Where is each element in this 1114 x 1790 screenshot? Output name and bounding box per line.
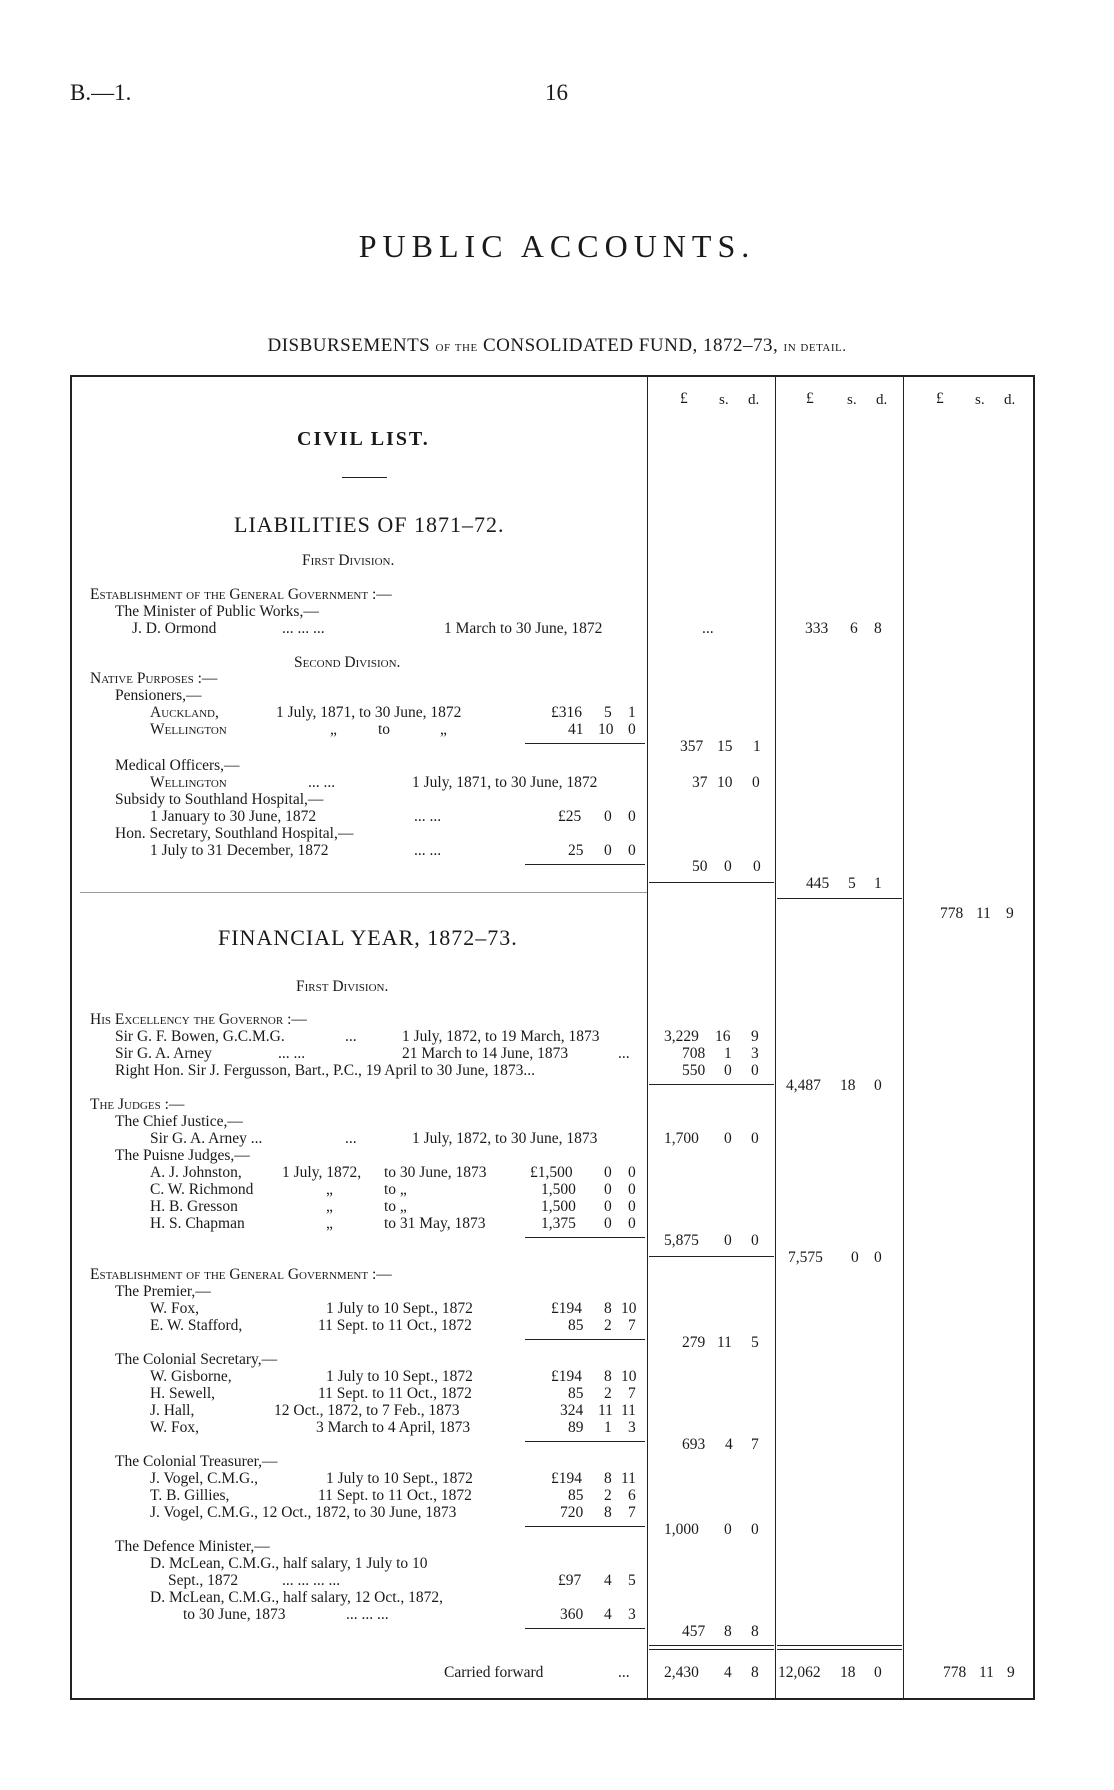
- amount-pounds: 457: [682, 1623, 706, 1640]
- amount-shillings: 0: [724, 858, 732, 875]
- amount-shillings: 10: [598, 721, 614, 738]
- amount-pounds: 708: [682, 1045, 706, 1062]
- amount-pence: 7: [751, 1436, 759, 1453]
- subcategory-label: The Minister of Public Works,—: [115, 603, 319, 620]
- amount-shillings: 8: [604, 1300, 612, 1317]
- amount-pence: 8: [874, 620, 882, 637]
- amount-pounds: 279: [682, 1334, 706, 1351]
- amount-pounds: 550: [682, 1062, 706, 1079]
- amount-pounds: 445: [806, 875, 830, 892]
- amount-pence: 9: [751, 1028, 759, 1045]
- amount-pounds: 12,062: [778, 1664, 821, 1681]
- payee-name: J. Hall,: [150, 1402, 195, 1419]
- amount-pounds: 37: [692, 774, 708, 791]
- amount-pounds: £1,500: [530, 1164, 573, 1181]
- amount-pounds: £194: [551, 1300, 582, 1317]
- leader-dots: ... ... ...: [346, 1606, 389, 1623]
- payee-name: Sir G. F. Bowen, G.C.M.G.: [115, 1028, 285, 1045]
- amount-pounds: 333: [805, 620, 829, 637]
- amount-pounds: 1,500: [541, 1181, 576, 1198]
- amount-shillings: 0: [851, 1249, 859, 1266]
- amount-pence: 5: [628, 1572, 636, 1589]
- division-label: First Division.: [296, 978, 389, 995]
- period: 1 July, 1871, to 30 June, 1872: [276, 704, 462, 721]
- amount-pounds: 5,875: [664, 1232, 699, 1249]
- amount-pounds: £97: [558, 1572, 582, 1589]
- amount-shillings: 4: [604, 1572, 612, 1589]
- category-label: Native Purposes :—: [90, 670, 218, 687]
- amount-pence: 11: [621, 1470, 636, 1487]
- payee-name: J. Vogel, C.M.G.,: [150, 1470, 258, 1487]
- ditto-mark: „: [440, 721, 447, 738]
- payee-name: Sir G. A. Arney: [115, 1045, 212, 1062]
- subcategory-label: The Premier,—: [115, 1283, 211, 1300]
- category-label: Establishment of the General Government :—: [90, 586, 392, 603]
- amount-pounds: 720: [560, 1504, 584, 1521]
- amount-pounds: 85: [568, 1487, 584, 1504]
- payee-name: W. Fox,: [150, 1300, 199, 1317]
- amount-pounds: 1,375: [541, 1215, 576, 1232]
- amount-shillings: 15: [717, 738, 733, 755]
- amount-pounds: 25: [568, 842, 584, 859]
- period-from: 1 July, 1872,: [282, 1164, 362, 1181]
- payee-name: H. S. Chapman: [150, 1215, 245, 1232]
- amount-pounds: 3,229: [664, 1028, 699, 1045]
- payee-name: C. W. Richmond: [150, 1181, 254, 1198]
- amount-pounds: 41: [568, 721, 584, 738]
- amount-pence: 0: [874, 1249, 882, 1266]
- amount-pence: 7: [628, 1317, 636, 1334]
- payee-name: T. B. Gillies,: [150, 1487, 230, 1504]
- amount-shillings: 2: [604, 1385, 612, 1402]
- amount-pence: 1: [628, 704, 636, 721]
- amount-pounds: £316: [551, 704, 582, 721]
- period: 11 Sept. to 11 Oct., 1872: [318, 1487, 472, 1504]
- period-to: to „: [384, 1198, 407, 1215]
- amount-pounds: 324: [560, 1402, 584, 1419]
- payee-name: W. Fox,: [150, 1419, 199, 1436]
- amount-shillings: 4: [725, 1436, 733, 1453]
- amount-pounds: 778: [940, 905, 964, 922]
- subcategory-label: Subsidy to Southland Hospital,—: [115, 791, 324, 808]
- payee-name: H. Sewell,: [150, 1385, 216, 1402]
- shilling-header: s.: [719, 392, 729, 408]
- amount-shillings: 0: [604, 1215, 612, 1232]
- amount-pence: 8: [751, 1623, 759, 1640]
- payee-name: J. D. Ormond: [132, 620, 217, 637]
- amount-pounds: 89: [568, 1419, 584, 1436]
- subcategory-label: The Colonial Secretary,—: [115, 1351, 278, 1368]
- amount-shillings: 8: [724, 1623, 732, 1640]
- period: 1 July to 10 Sept., 1872: [326, 1300, 473, 1317]
- category-label: The Judges :—: [90, 1096, 185, 1113]
- pound-header: £: [806, 390, 814, 407]
- amount-pence: 0: [628, 808, 636, 825]
- payee-name: H. B. Gresson: [150, 1198, 238, 1215]
- leader-dots: ... ... ... ...: [282, 1572, 341, 1589]
- amount-shillings: 1: [604, 1419, 612, 1436]
- leader-dots: ...: [345, 1028, 357, 1045]
- amount-pounds: £25: [558, 808, 582, 825]
- amount-pence: 5: [751, 1334, 759, 1351]
- subtitle-part: of the: [435, 339, 478, 355]
- amount-shillings: 1: [724, 1045, 732, 1062]
- payee-name: Wellington: [150, 721, 227, 738]
- amount-shillings: 2: [604, 1487, 612, 1504]
- pence-header: d.: [748, 392, 760, 408]
- payee-name: Sir G. A. Arney ...: [150, 1130, 263, 1147]
- amount-pence: 10: [621, 1300, 637, 1317]
- leader-dots: ... ...: [278, 1045, 306, 1062]
- ditto-mark: „: [330, 721, 337, 738]
- period: 1 January to 30 June, 1872: [150, 808, 317, 825]
- amount-pence: 0: [628, 1198, 636, 1215]
- period: 1 July, 1871, to 30 June, 1872: [412, 774, 598, 791]
- amount-pence: 7: [628, 1385, 636, 1402]
- subcategory-label: The Defence Minister,—: [115, 1538, 270, 1555]
- payee-name: Wellington: [150, 774, 227, 791]
- amount-pence: 6: [628, 1487, 636, 1504]
- period-from: „: [326, 1181, 333, 1198]
- amount-shillings: 0: [724, 1232, 732, 1249]
- amount-shillings: 11: [976, 905, 991, 922]
- payee-name: D. McLean, C.M.G., half salary, 12 Oct., 1872,: [150, 1589, 444, 1606]
- amount-shillings: 5: [604, 704, 612, 721]
- amount-pounds: 1,000: [664, 1521, 699, 1538]
- amount-pounds: 2,430: [664, 1664, 699, 1681]
- amount-shillings: 18: [840, 1077, 856, 1094]
- period: 21 March to 14 June, 1873: [402, 1045, 569, 1062]
- subcategory-label: Pensioners,—: [115, 687, 202, 704]
- leader-dots: ... ...: [414, 842, 442, 859]
- amount-pounds: 360: [560, 1606, 584, 1623]
- amount-shillings: 6: [850, 620, 858, 637]
- amount-pounds: £194: [551, 1368, 582, 1385]
- amount-pence: 9: [1006, 905, 1014, 922]
- amount-shillings: 4: [604, 1606, 612, 1623]
- subtitle-part: DISBURSEMENTS: [267, 335, 431, 356]
- shilling-header: s.: [975, 392, 985, 408]
- period: 1 July, 1872, to 30 June, 1873: [412, 1130, 598, 1147]
- period-from: „: [326, 1198, 333, 1215]
- amount-pence: 11: [621, 1402, 636, 1419]
- amount-shillings: 8: [604, 1504, 612, 1521]
- amount-pounds: 693: [682, 1436, 706, 1453]
- period: 1 July to 31 December, 1872: [150, 842, 329, 859]
- subcategory-label: Medical Officers,—: [115, 757, 240, 774]
- amount-pence: 1: [874, 875, 882, 892]
- page-number: 16: [545, 80, 568, 105]
- amount-pounds: 1,500: [541, 1198, 576, 1215]
- amount-pence: 0: [751, 1130, 759, 1147]
- leader-dots: ...: [702, 620, 714, 637]
- amount-shillings: 18: [840, 1664, 856, 1681]
- document-reference: B.—1.: [70, 80, 132, 105]
- leader-dots: ... ...: [308, 774, 336, 791]
- amount-shillings: 0: [604, 1181, 612, 1198]
- amount-pence: 0: [874, 1664, 882, 1681]
- pence-header: d.: [1004, 392, 1016, 408]
- payee-name: Right Hon. Sir J. Fergusson, Bart., P.C., 19 April to 30 June, 1873...: [115, 1062, 535, 1079]
- shilling-header: s.: [847, 392, 857, 408]
- amount-shillings: 16: [715, 1028, 731, 1045]
- payee-name: E. W. Stafford,: [150, 1317, 243, 1334]
- subtitle-part: CONSOLIDATED FUND, 1872–73,: [482, 335, 779, 356]
- amount-pence: 0: [752, 774, 760, 791]
- amount-pence: 0: [628, 1181, 636, 1198]
- amount-pence: 1: [753, 738, 761, 755]
- payee-name: W. Gisborne,: [150, 1368, 232, 1385]
- amount-shillings: 0: [724, 1130, 732, 1147]
- amount-pounds: 7,575: [788, 1249, 823, 1266]
- amount-shillings: 0: [724, 1062, 732, 1079]
- amount-shillings: 10: [717, 774, 733, 791]
- period: 1 July, 1872, to 19 March, 1873: [402, 1028, 600, 1045]
- period-from: „: [326, 1215, 333, 1232]
- period: 11 Sept. to 11 Oct., 1872: [318, 1317, 472, 1334]
- page-subtitle: [0, 335, 1114, 357]
- amount-shillings: 11: [717, 1334, 732, 1351]
- category-label: Establishment of the General Government :—: [90, 1266, 392, 1283]
- amount-pence: 0: [751, 1521, 759, 1538]
- amount-pence: 0: [628, 1164, 636, 1181]
- financial-heading: FINANCIAL YEAR, 1872–73.: [218, 925, 518, 950]
- subtitle-part: in detail.: [783, 339, 847, 355]
- amount-pounds: 85: [568, 1317, 584, 1334]
- amount-shillings: 0: [604, 842, 612, 859]
- amount-pounds: 50: [692, 858, 708, 875]
- liabilities-heading: LIABILITIES OF 1871–72.: [234, 512, 505, 537]
- period-to: to „: [384, 1181, 407, 1198]
- period: to 30 June, 1873: [183, 1606, 286, 1623]
- carried-forward-label: Carried forward: [444, 1664, 544, 1681]
- payee-name: J. Vogel, C.M.G., 12 Oct., 1872, to 30 June, 1873: [150, 1504, 457, 1521]
- leader-dots: ...: [618, 1664, 630, 1681]
- payee-name: D. McLean, C.M.G., half salary, 1 July to 10: [150, 1555, 428, 1572]
- amount-shillings: 4: [724, 1664, 732, 1681]
- leader-dots: ...: [345, 1130, 357, 1147]
- leader-dots: ... ...: [414, 808, 442, 825]
- leader-dots: ...: [618, 1045, 630, 1062]
- page-title: PUBLIC ACCOUNTS.: [358, 228, 756, 264]
- amount-pence: 0: [751, 1232, 759, 1249]
- leader-dots: ... ... ...: [282, 620, 325, 637]
- division-label: First Division.: [302, 552, 395, 569]
- amount-shillings: 8: [604, 1368, 612, 1385]
- payee-name: A. J. Johnston,: [150, 1164, 242, 1181]
- subcategory-label: The Puisne Judges,—: [115, 1147, 250, 1164]
- amount-pounds: 4,487: [786, 1077, 821, 1094]
- pound-header: £: [936, 390, 944, 407]
- division-label: Second Division.: [294, 654, 401, 671]
- amount-pence: 3: [628, 1419, 636, 1436]
- amount-pence: 0: [628, 1215, 636, 1232]
- amount-shillings: 2: [604, 1317, 612, 1334]
- subcategory-label: The Colonial Treasurer,—: [115, 1453, 278, 1470]
- amount-pence: 0: [874, 1077, 882, 1094]
- pence-header: d.: [876, 392, 888, 408]
- period: 3 March to 4 April, 1873: [316, 1419, 471, 1436]
- subcategory-label: The Chief Justice,—: [115, 1113, 243, 1130]
- amount-pence: 0: [628, 721, 636, 738]
- amount-pounds: 357: [680, 738, 704, 755]
- period: 11 Sept. to 11 Oct., 1872: [318, 1385, 472, 1402]
- amount-shillings: 11: [598, 1402, 613, 1419]
- payee-name: Auckland,: [150, 704, 219, 721]
- period: 12 Oct., 1872, to 7 Feb., 1873: [274, 1402, 460, 1419]
- amount-shillings: 5: [848, 875, 856, 892]
- amount-pounds: 778: [943, 1664, 967, 1681]
- amount-pence: 9: [1007, 1664, 1015, 1681]
- amount-pence: 0: [751, 1062, 759, 1079]
- category-label: His Excellency the Governor :—: [90, 1011, 307, 1028]
- amount-pounds: 85: [568, 1385, 584, 1402]
- period: 1 July to 10 Sept., 1872: [326, 1368, 473, 1385]
- amount-pounds: £194: [551, 1470, 582, 1487]
- period: 1 March to 30 June, 1872: [444, 620, 603, 637]
- section-title: CIVIL LIST.: [297, 428, 430, 450]
- period: 1 July to 10 Sept., 1872: [326, 1470, 473, 1487]
- amount-pence: 7: [628, 1504, 636, 1521]
- amount-pence: 3: [628, 1606, 636, 1623]
- amount-shillings: 0: [724, 1521, 732, 1538]
- amount-shillings: 8: [604, 1470, 612, 1487]
- amount-pence: 3: [751, 1045, 759, 1062]
- amount-pence: 0: [628, 842, 636, 859]
- amount-shillings: 11: [979, 1664, 994, 1681]
- amount-shillings: 0: [604, 808, 612, 825]
- amount-shillings: 0: [604, 1164, 612, 1181]
- amount-pence: 8: [751, 1664, 759, 1681]
- amount-pounds: 1,700: [664, 1130, 699, 1147]
- pound-header: £: [680, 390, 688, 407]
- amount-shillings: 0: [604, 1198, 612, 1215]
- period: to: [378, 721, 391, 738]
- period-to: to 30 June, 1873: [384, 1164, 487, 1181]
- period-to: to 31 May, 1873: [384, 1215, 486, 1232]
- amount-pence: 10: [621, 1368, 637, 1385]
- amount-pence: 0: [753, 858, 761, 875]
- period: Sept., 1872: [168, 1572, 239, 1589]
- subcategory-label: Hon. Secretary, Southland Hospital,—: [115, 825, 354, 842]
